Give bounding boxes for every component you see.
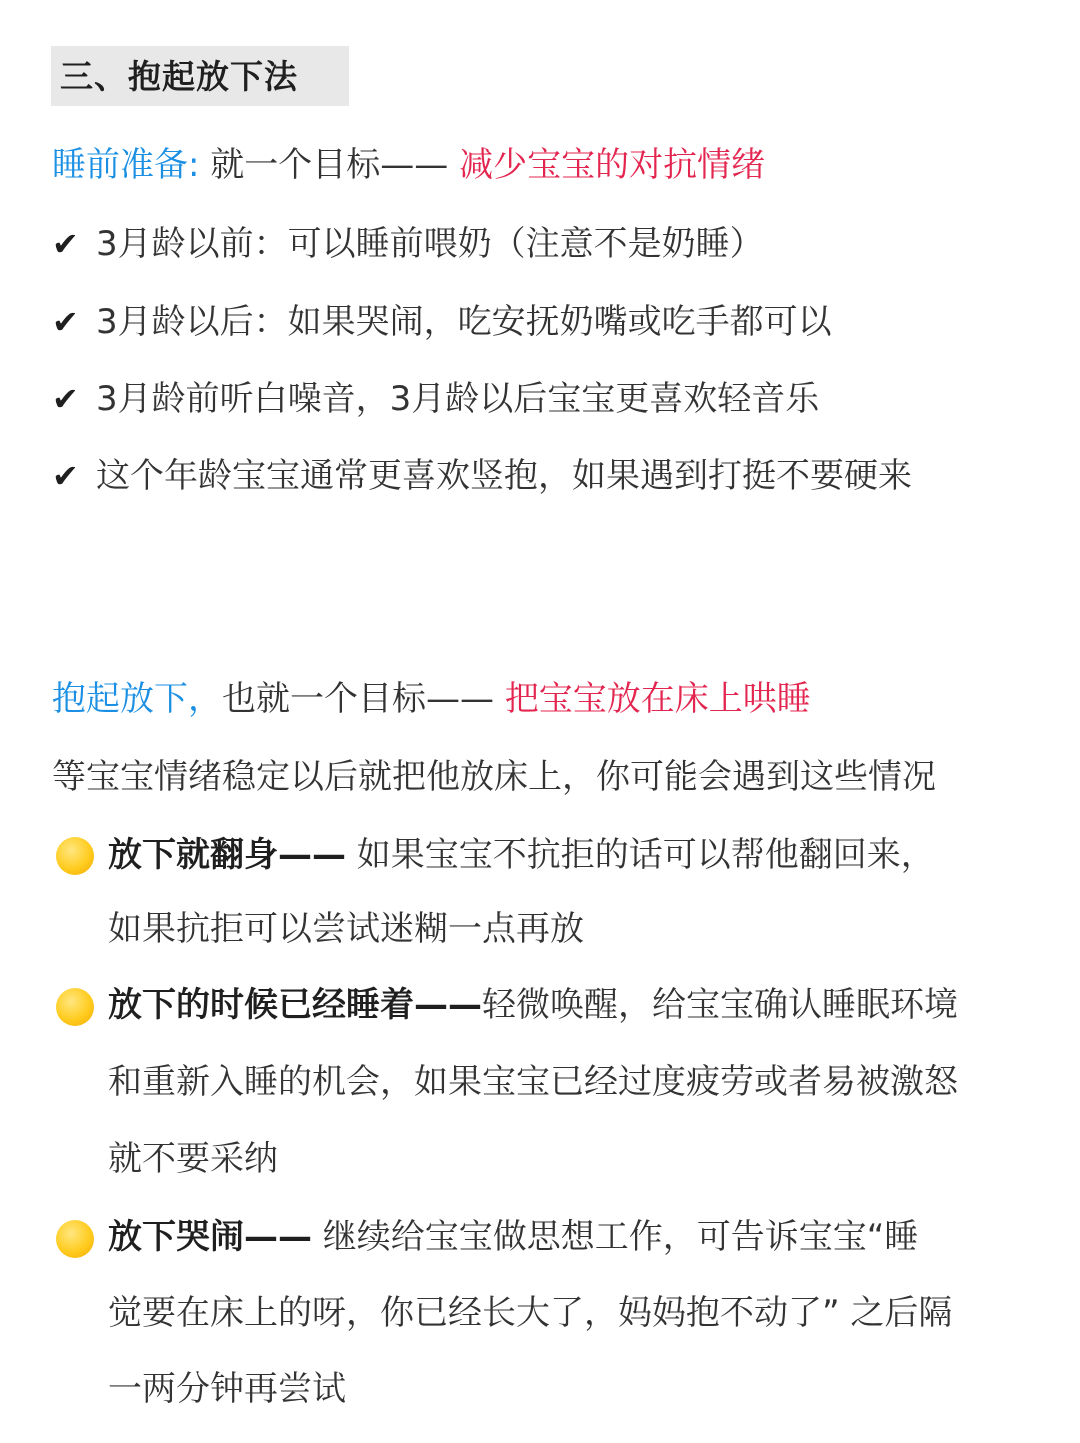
bullet-text: 一两分钟再尝试 [108, 1369, 346, 1409]
check-text: 3月龄以后：如果哭闹，吃安抚奶嘴或吃手都可以 [96, 302, 832, 342]
bullet-text: 如果抗拒可以尝试迷糊一点再放 [108, 909, 584, 949]
yellow-circle-icon [56, 988, 94, 1026]
bullet-item-1-line-1 [108, 832, 935, 878]
bullet-title: 放下的时候已经睡着—— [108, 985, 482, 1025]
bullet-text: 继续给宝宝做思想工作，可告诉宝宝“睡 [312, 1217, 919, 1257]
section-heading: 三、抱起放下法 [60, 57, 298, 96]
check-text: 3月龄以前：可以睡前喂奶（注意不是奶睡） [96, 224, 764, 264]
bullet-text: 如果宝宝不抗拒的话可以帮他翻回来， [346, 835, 935, 875]
checkmark-icon: ✔ [52, 225, 79, 263]
section2-label: 抱起放下， [52, 679, 222, 719]
bullet-text: 和重新入睡的机会，如果宝宝已经过度疲劳或者易被激怒 [108, 1062, 958, 1102]
bullet-title: 放下哭闹—— [108, 1217, 312, 1257]
section2-title [52, 676, 811, 722]
bullet-title: 放下就翻身—— [108, 835, 346, 875]
check-item [52, 299, 832, 345]
bullet-text: 就不要采纳 [108, 1139, 278, 1179]
section2-intro: 等宝宝情绪稳定以后就把他放床上，你可能会遇到这些情况 [52, 757, 936, 797]
section1-goal: 减少宝宝的对抗情绪 [459, 145, 766, 185]
bullet-item-3-line-1 [108, 1214, 918, 1260]
checkmark-icon: ✔ [52, 303, 79, 341]
section2-middle: 也就一个目标—— [222, 679, 505, 719]
yellow-circle-icon [56, 1220, 94, 1258]
bullet-text: 觉要在床上的呀，你已经长大了，妈妈抱不动了” 之后隔 [108, 1293, 953, 1333]
checkmark-icon: ✔ [52, 457, 79, 495]
check-text: 这个年龄宝宝通常更喜欢竖抱，如果遇到打挺不要硬来 [96, 456, 912, 496]
section1-title [52, 142, 765, 188]
check-text: 3月龄前听白噪音，3月龄以后宝宝更喜欢轻音乐 [96, 379, 820, 419]
check-item [52, 221, 764, 267]
bullet-item-2-line-1 [108, 982, 958, 1028]
check-item [52, 376, 819, 422]
section1-middle: 就一个目标—— [199, 145, 460, 185]
bullet-text: 轻微唤醒，给宝宝确认睡眠环境 [482, 985, 958, 1025]
section2-goal: 把宝宝放在床上哄睡 [504, 679, 811, 719]
checkmark-icon: ✔ [52, 380, 79, 418]
section1-label: 睡前准备: [52, 145, 200, 185]
yellow-circle-icon [56, 837, 94, 875]
check-item [52, 453, 912, 499]
